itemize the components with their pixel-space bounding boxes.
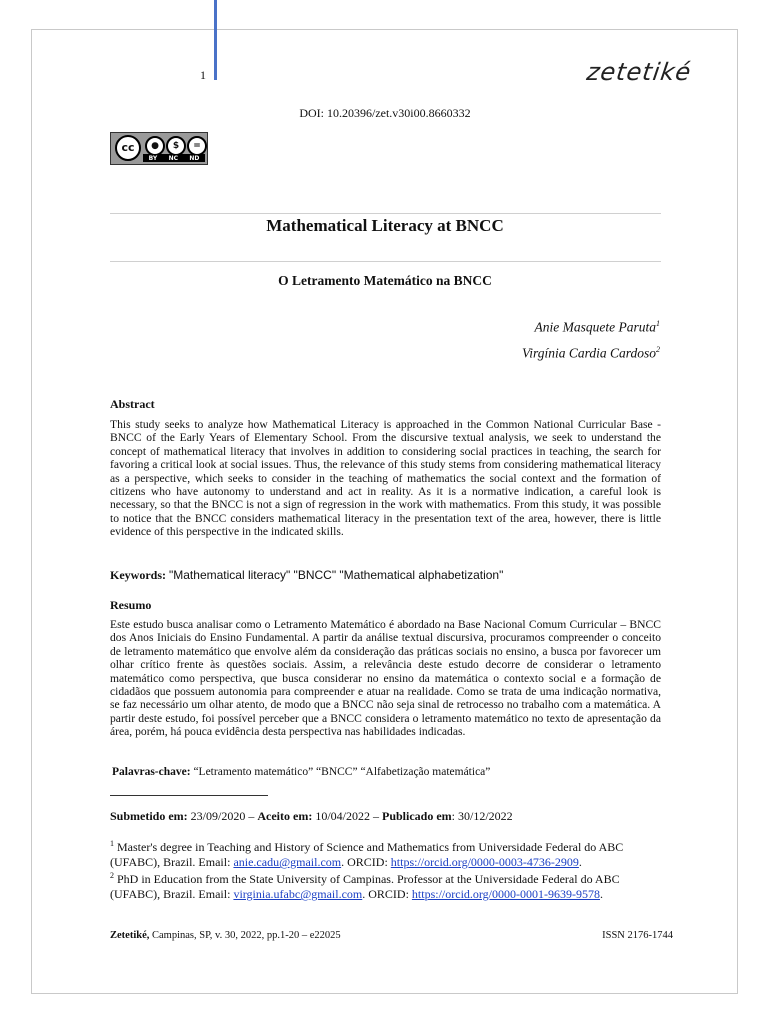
author-2: Virgínia Cardia Cardoso$^2$ <box>521 345 660 361</box>
footnote-separator <box>110 795 268 796</box>
email-link-1[interactable]: anie.cadu@gmail.com <box>233 855 342 869</box>
article-subtitle: O Letramento Matemático na BNCC <box>278 273 492 288</box>
article-title: Mathematical Literacy at BNCC <box>266 216 504 235</box>
abstract-keywords: Keywords: "Mathematical literacy" "BNCC" "Mathematical alphabetization" <box>110 568 504 582</box>
footer-issn: ISSN 2176-1744 <box>602 930 673 941</box>
footer-citation: Zetetiké, Campinas, SP, v. 30, 2022, pp.1-20 – e22025 <box>110 930 341 941</box>
doi: DOI: 10.20396/zet.v30i00.8660332 <box>299 106 471 120</box>
abstract-heading: Abstract <box>110 397 155 411</box>
license-labels: BY NC ND <box>143 154 205 162</box>
nd-equals-icon: = <box>187 136 207 156</box>
footnote-1: $^1$ Master's degree in Teaching and History of Science and Mathematics from Universidade Federal do ABC (UFABC), Brazil. Email: anie.cadu@gmail.com. ORCID: https://orcid.org/0000-0003-4736-2909. <box>110 839 624 869</box>
resumo-text: Este estudo busca analisar como o Letramento Matemático é abordado na Base Nacional Comum Curricular – BNCC dos Anos Iniciais do Ensino Fundamental. A partir da análise textual discursiva, procuramos compreender o conceito de letramento matemático que envolve além da consideração das práticas sociais no ensino, a busca por favorecer um olhar crítico frente às questões sociais. Assim, a relevância deste estudo decorre de considerar o letramento matemático como perspectiva, que busca considerar no ensino da matemática o contexto social e a formação de cidadãos que possuem autonomia para compreender e atuar na realidade. Como se trata de uma indicação normativa, se faz necessário um olhar atento, de modo que a BNCC não seja sinal de retrocesso no trabalho com a matemática. A partir deste estudo, foi possível perceber que a BNCC considera o letramento matemático no texto de apresentação da área, porém, há pouca evidência desta perspectiva nas habilidades indicadas. <box>110 618 661 739</box>
author-1: Anie Masquete Paruta$^1$ <box>534 319 660 335</box>
email-link-2[interactable]: virginia.ufabc@gmail.com <box>233 887 363 901</box>
margin-marker <box>214 0 217 80</box>
orcid-link-2[interactable]: https://orcid.org/0000-0001-9639-9578 <box>411 887 601 901</box>
orcid-link-1[interactable]: https://orcid.org/0000-0003-4736-2909 <box>390 855 579 869</box>
page-number: 1 <box>200 68 206 82</box>
cc-license-badge[interactable] <box>110 132 208 165</box>
resumo-heading: Resumo <box>110 598 152 612</box>
cc-icon: cc <box>115 135 141 161</box>
title-rule-top <box>110 213 661 214</box>
by-person-icon: ● <box>145 136 165 156</box>
abstract-text: This study seeks to analyze how Mathematical Literacy is approached in the Common National Curricular Base - BNCC of the Early Years of Elementary School. From the discursive textual analysis, we seek to understand the concept of mathematical literacy that involves in addition to considering social practices in teaching, the search for favoring a critical look at social issues. Thus, the relevance of this study stems from considering mathematical literacy as a perspective, which seeks to consider in the teaching of mathematics the social context and the formation of citizens who have autonomy to understand and act in reality. As it is a normative indication, a careful look is necessary, so that the BNCC is not a sign of regression in the work with mathematics. From this study, it was possible to notice that the BNCC considers mathematical literacy in the presentation text of the area, however, there is little evidence of this perspective in the indicated skills. <box>110 418 661 539</box>
nc-dollar-icon: $ <box>166 136 186 156</box>
footnote-2: $^2$ PhD in Education from the State University of Campinas. Professor at the Universidade Federal do ABC (UFABC), Brazil. Email: virginia.ufabc@gmail.com. ORCID: https://orcid.org/0000-0001-9639-9578. <box>110 871 620 901</box>
resumo-keywords: Palavras-chave: “Letramento matemático” “BNCC” “Alfabetização matemática” <box>112 766 491 778</box>
publication-dates: Submetido em: 23/09/2020 – Aceito em: 10/04/2022 – Publicado em: 30/12/2022 <box>110 809 513 823</box>
journal-logo: zetetiké <box>585 58 694 86</box>
title-rule-bottom <box>110 261 661 262</box>
